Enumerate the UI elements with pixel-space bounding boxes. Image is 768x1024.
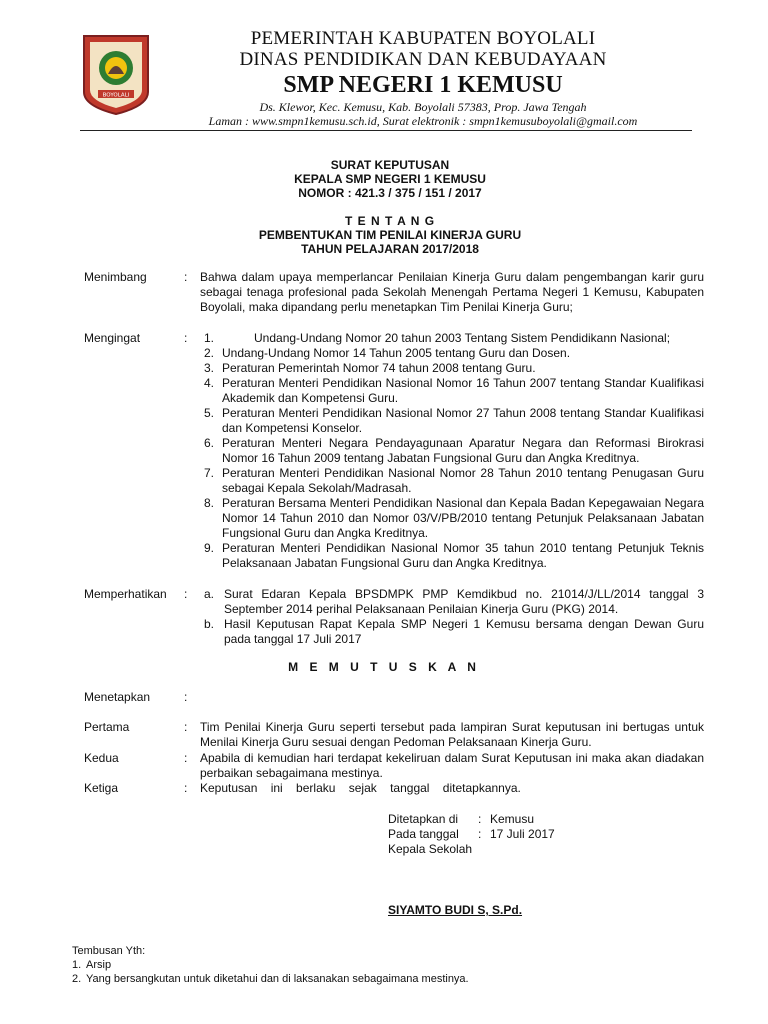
kedua-colon: : <box>184 751 188 765</box>
list-item: 1. Arsip <box>72 959 112 971</box>
gov-name: PEMERINTAH KABUPATEN BOYOLALI <box>250 28 596 49</box>
tanggal-value: 17 Juli 2017 <box>490 827 555 841</box>
title-line2: KEPALA SMP NEGERI 1 KEMUSU <box>294 172 486 186</box>
svg-text:BOYOLALI: BOYOLALI <box>102 92 130 99</box>
title-nomor <box>250 186 530 201</box>
letterhead-divider <box>80 130 692 131</box>
letterhead <box>78 28 698 128</box>
memperhatikan-label: Memperhatikan <box>84 587 167 601</box>
tembusan <box>72 944 469 986</box>
title-line1: SURAT KEPUTUSAN <box>330 158 450 172</box>
dept-name: DINAS PENDIDIKAN DAN KEBUDAYAAN <box>239 49 607 70</box>
signature-block: Ditetapkan di : Kemusu Pada tanggal : 17 Juli 2017 Kepala Sekolah <box>388 812 555 856</box>
school-name: SMP NEGERI 1 KEMUSU <box>283 72 563 98</box>
list-item: 1. Undang-Undang Nomor 20 tahun 2003 Tentang Sistem Pendidikann Nasional; <box>204 331 671 345</box>
list-item: 2. Yang bersangkutan untuk diketahui dan di laksanakan sebagaimana mestinya. <box>72 973 469 985</box>
list-item: 4. Peraturan Menteri Pendidikan Nasional Nomor 16 Tahun 2007 tentang Standar Kualifikasi Akademik dan Kompetensi Guru. <box>204 376 704 405</box>
ketiga-colon: : <box>184 781 188 795</box>
school-web: Laman : www.smpn1kemusu.sch.id, Surat elektronik : smpn1kemusuboyolali@gmail.com <box>208 114 638 128</box>
list-item: 3. Peraturan Pemerintah Nomor 74 tahun 2008 tentang Guru. <box>204 361 536 375</box>
list-item: 6. Peraturan Menteri Negara Pendayagunaan Aparatur Negara dan Reformasi Birokrasi Nomor 16 Tahun 2009 tentang Jabatan Fungsional Guru dan Angka Kreditnya. <box>204 436 704 465</box>
menetapkan-label: Menetapkan <box>84 690 151 704</box>
menimbang-label: Menimbang <box>84 270 147 284</box>
memperhatikan-list <box>204 587 704 647</box>
tanggal-label: Pada tanggal <box>388 827 459 841</box>
memutuskan-heading: M E M U T U S K A N <box>288 660 480 674</box>
ditetapkan-label: Ditetapkan di <box>388 812 459 826</box>
kedua-label: Kedua <box>84 751 119 765</box>
nomor-label: NOMOR <box>298 186 345 200</box>
memperhatikan-colon: : <box>184 587 188 601</box>
pertama-text: Tim Penilai Kinerja Guru seperti tersebut pada lampiran Surat keputusan ini bertugas untuk Menilai Kinerja Guru sesuai dengan Pedoman Pelaksanaan Kinerja Guru. <box>200 720 704 749</box>
subject-line2: TAHUN PELAJARAN 2017/2018 <box>301 242 479 256</box>
list-item: a. Surat Edaran Kepala BPSDMPK PMP Kemdikbud no. 21014/J/LL/2014 tanggal 3 September 2014 perihal Pelaksanaan Penilaian Kinerja Guru (PKG) 2014. <box>204 587 704 616</box>
pertama-label: Pertama <box>84 720 130 734</box>
list-item: 7. Peraturan Menteri Pendidikan Nasional Nomor 28 Tahun 2010 tentang Penugasan Guru sebagai Kepala Sekolah/Madrasah. <box>204 466 704 495</box>
mengingat-colon: : <box>184 331 188 345</box>
tembusan-title: Tembusan Yth: <box>72 945 146 957</box>
list-item: 5. Peraturan Menteri Pendidikan Nasional Nomor 27 Tahun 2008 tentang Standar Kualifikasi dan Kompetensi Konselor. <box>204 406 704 435</box>
menimbang-text: Bahwa dalam upaya memperlancar Penilaian Kinerja Guru dalam pengembangan karir guru sebagai tenaga profesional pada Sekolah Menengah Pertama Negeri 1 Kemusu, Kabupaten Boyolali, maka dipandang perlu menetapkan Tim Penilai Kinerja Guru; <box>200 270 704 314</box>
mengingat-list <box>204 331 704 571</box>
list-item: 9. Peraturan Menteri Pendidikan Nasional Nomor 35 tahun 2010 tentang Petunjuk Teknis Pelaksanaan Jabatan Fungsional Guru dan Angka Kreditnya. <box>204 541 704 570</box>
menimbang-colon: : <box>184 270 188 284</box>
signer-name: SIYAMTO BUDI S, S.Pd. <box>388 903 523 917</box>
menetapkan-colon: : <box>184 690 188 704</box>
school-address: Ds. Klewor, Kec. Kemusu, Kab. Boyolali 57383, Prop. Jawa Tengah <box>259 100 587 114</box>
jabatan: Kepala Sekolah <box>388 842 473 856</box>
letterhead-text <box>158 28 688 128</box>
mengingat-label: Mengingat <box>84 331 141 345</box>
ditetapkan-value: Kemusu <box>490 812 535 826</box>
list-item: b. Hasil Keputusan Rapat Kepala SMP Negeri 1 Kemusu bersama dengan Dewan Guru pada tanggal 17 Juli 2017 <box>204 617 704 646</box>
pertama-colon: : <box>184 720 188 734</box>
tentang-heading: T E N T A N G <box>344 214 436 228</box>
list-item: 2. Undang-Undang Nomor 14 Tahun 2005 tentang Guru dan Dosen. <box>204 346 571 360</box>
ketiga-text: Keputusan ini berlaku sejak tanggal ditetapkannya. <box>200 781 521 795</box>
nomor-value: : 421.3 / 375 / 151 / 2017 <box>347 186 482 200</box>
subject-line1: PEMBENTUKAN TIM PENILAI KINERJA GURU <box>258 228 522 242</box>
boyolali-logo <box>80 34 152 116</box>
list-item: 8. Peraturan Bersama Menteri Pendidikan Nasional dan Kepala Badan Kepegawaian Negara Nomor 14 Tahun 2010 dan Nomor 03/V/PB/2010 tentang Petunjuk Pelaksanaan Jabatan Fungsional Guru dan Angka Kreditnya. <box>204 496 704 540</box>
ketiga-label: Ketiga <box>84 781 119 795</box>
kedua-text: Apabila di kemudian hari terdapat kekeliruan dalam Surat Keputusan ini maka akan diadakan perbaikan sebagaimana mestinya. <box>200 751 704 780</box>
